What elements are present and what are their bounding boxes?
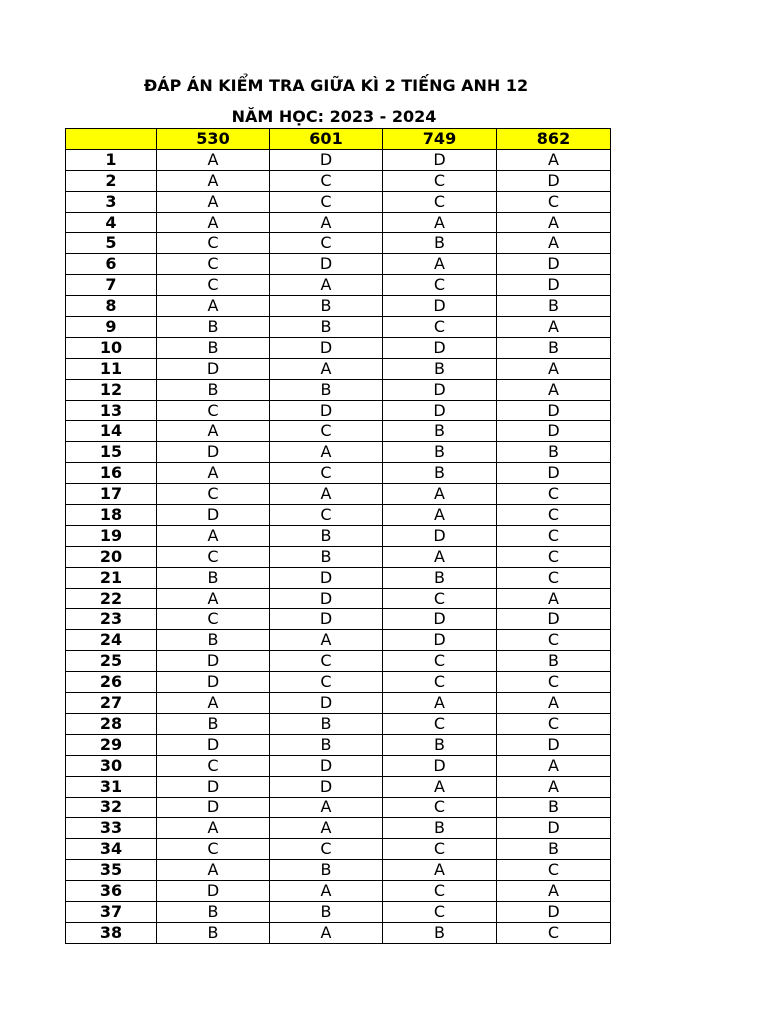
answer-cell: D (497, 818, 611, 839)
question-number-cell: 4 (66, 212, 157, 233)
answer-cell: A (270, 212, 383, 233)
answer-cell: B (270, 296, 383, 317)
answer-cell: A (383, 860, 497, 881)
answer-cell: C (497, 484, 611, 505)
answer-cell: A (497, 776, 611, 797)
answer-cell: A (270, 275, 383, 296)
answer-cell: B (497, 337, 611, 358)
answer-cell: B (383, 818, 497, 839)
answer-cell: A (157, 212, 270, 233)
table-row (66, 337, 611, 358)
answer-cell: A (497, 379, 611, 400)
question-number-cell: 25 (66, 651, 157, 672)
answer-cell: C (383, 651, 497, 672)
answer-cell: C (497, 630, 611, 651)
answer-cell: D (497, 400, 611, 421)
question-number-cell: 26 (66, 672, 157, 693)
table-row (66, 191, 611, 212)
question-number-cell: 30 (66, 755, 157, 776)
answer-key-body (66, 149, 611, 943)
answer-cell: B (497, 797, 611, 818)
answer-cell: D (270, 609, 383, 630)
answer-cell: B (383, 421, 497, 442)
header-cell-exam-code: 862 (497, 129, 611, 150)
answer-cell: A (497, 588, 611, 609)
table-row (66, 442, 611, 463)
answer-key-header (66, 129, 611, 150)
question-number-cell: 38 (66, 922, 157, 943)
answer-cell: A (497, 212, 611, 233)
question-number-cell: 5 (66, 233, 157, 254)
header-cell-exam-code: 601 (270, 129, 383, 150)
answer-cell: B (270, 546, 383, 567)
answer-cell: C (157, 609, 270, 630)
answer-cell: D (383, 379, 497, 400)
answer-cell: C (157, 839, 270, 860)
question-number-cell: 2 (66, 170, 157, 191)
answer-cell: B (157, 713, 270, 734)
question-number-cell: 12 (66, 379, 157, 400)
answer-cell: D (157, 672, 270, 693)
answer-cell: C (270, 505, 383, 526)
answer-cell: D (270, 776, 383, 797)
answer-cell: C (497, 525, 611, 546)
table-row (66, 755, 611, 776)
answer-cell: A (157, 818, 270, 839)
answer-cell: A (383, 484, 497, 505)
answer-cell: D (497, 734, 611, 755)
answer-cell: C (270, 463, 383, 484)
answer-cell: C (497, 546, 611, 567)
answer-cell: B (383, 358, 497, 379)
header-cell-exam-code: 749 (383, 129, 497, 150)
question-number-cell: 33 (66, 818, 157, 839)
question-number-cell: 18 (66, 505, 157, 526)
answer-cell: D (157, 734, 270, 755)
answer-cell: A (497, 233, 611, 254)
answer-cell: C (383, 191, 497, 212)
answer-cell: D (270, 588, 383, 609)
answer-cell: C (497, 860, 611, 881)
answer-cell: B (157, 567, 270, 588)
question-number-cell: 11 (66, 358, 157, 379)
answer-cell: A (157, 191, 270, 212)
answer-cell: C (157, 400, 270, 421)
answer-cell: D (270, 755, 383, 776)
question-number-cell: 32 (66, 797, 157, 818)
table-row (66, 651, 611, 672)
answer-cell: D (497, 421, 611, 442)
answer-cell: D (270, 567, 383, 588)
answer-cell: C (383, 901, 497, 922)
answer-cell: B (383, 734, 497, 755)
answer-cell: A (497, 317, 611, 338)
question-number-cell: 9 (66, 317, 157, 338)
question-number-cell: 28 (66, 713, 157, 734)
question-number-cell: 20 (66, 546, 157, 567)
answer-cell: B (383, 442, 497, 463)
header-cell-question (66, 129, 157, 150)
answer-cell: D (383, 525, 497, 546)
answer-cell: D (270, 337, 383, 358)
answer-cell: C (157, 233, 270, 254)
question-number-cell: 34 (66, 839, 157, 860)
answer-cell: C (157, 546, 270, 567)
table-row (66, 567, 611, 588)
answer-cell: C (270, 170, 383, 191)
answer-cell: B (157, 901, 270, 922)
table-row (66, 505, 611, 526)
answer-cell: C (497, 672, 611, 693)
table-row (66, 296, 611, 317)
answer-cell: C (157, 755, 270, 776)
document-subtitle: NĂM HỌC: 2023 - 2024 (231, 107, 437, 126)
table-row (66, 400, 611, 421)
answer-cell: C (270, 839, 383, 860)
answer-cell: C (383, 881, 497, 902)
answer-cell: C (157, 275, 270, 296)
answer-cell: C (157, 484, 270, 505)
question-number-cell: 31 (66, 776, 157, 797)
answer-cell: A (270, 630, 383, 651)
question-number-cell: 36 (66, 881, 157, 902)
answer-cell: D (497, 170, 611, 191)
answer-cell: C (270, 233, 383, 254)
answer-cell: D (270, 254, 383, 275)
answer-cell: A (157, 421, 270, 442)
answer-cell: D (157, 442, 270, 463)
answer-cell: B (383, 922, 497, 943)
answer-cell: C (270, 191, 383, 212)
table-row (66, 901, 611, 922)
answer-cell: A (383, 505, 497, 526)
answer-cell: C (270, 421, 383, 442)
answer-cell: A (270, 881, 383, 902)
answer-cell: A (157, 149, 270, 170)
table-row (66, 379, 611, 400)
table-row (66, 421, 611, 442)
question-number-cell: 27 (66, 693, 157, 714)
answer-cell: D (157, 651, 270, 672)
answer-cell: D (383, 400, 497, 421)
question-number-cell: 37 (66, 901, 157, 922)
table-row (66, 797, 611, 818)
answer-cell: D (497, 275, 611, 296)
answer-cell: D (497, 254, 611, 275)
question-number-cell: 16 (66, 463, 157, 484)
answer-cell: A (270, 818, 383, 839)
answer-cell: A (157, 525, 270, 546)
answer-cell: A (383, 212, 497, 233)
table-row (66, 922, 611, 943)
answer-cell: B (270, 860, 383, 881)
table-row (66, 317, 611, 338)
table-row (66, 860, 611, 881)
answer-cell: D (383, 630, 497, 651)
table-row (66, 254, 611, 275)
answer-cell: B (270, 901, 383, 922)
answer-cell: C (270, 651, 383, 672)
table-row (66, 588, 611, 609)
answer-cell: C (383, 275, 497, 296)
table-row (66, 713, 611, 734)
table-row (66, 484, 611, 505)
answer-cell: C (383, 839, 497, 860)
question-number-cell: 22 (66, 588, 157, 609)
answer-cell: D (497, 463, 611, 484)
answer-cell: A (157, 296, 270, 317)
answer-cell: A (383, 546, 497, 567)
question-number-cell: 17 (66, 484, 157, 505)
table-row (66, 881, 611, 902)
answer-cell: A (497, 693, 611, 714)
header-cell-exam-code: 530 (157, 129, 270, 150)
table-row (66, 734, 611, 755)
answer-cell: B (383, 567, 497, 588)
table-row (66, 275, 611, 296)
question-number-cell: 35 (66, 860, 157, 881)
question-number-cell: 3 (66, 191, 157, 212)
answer-cell: B (157, 922, 270, 943)
table-row (66, 609, 611, 630)
answer-cell: A (383, 254, 497, 275)
answer-cell: A (270, 797, 383, 818)
answer-cell: D (383, 609, 497, 630)
answer-cell: B (497, 651, 611, 672)
answer-cell: A (270, 484, 383, 505)
answer-cell: D (157, 358, 270, 379)
answer-cell: C (383, 317, 497, 338)
answer-cell: A (157, 463, 270, 484)
answer-cell: D (157, 505, 270, 526)
answer-cell: D (383, 149, 497, 170)
question-number-cell: 23 (66, 609, 157, 630)
answer-cell: B (270, 317, 383, 338)
answer-cell: A (270, 922, 383, 943)
table-row (66, 546, 611, 567)
question-number-cell: 14 (66, 421, 157, 442)
answer-cell: B (270, 379, 383, 400)
answer-cell: A (270, 358, 383, 379)
answer-cell: B (497, 296, 611, 317)
table-row (66, 149, 611, 170)
question-number-cell: 6 (66, 254, 157, 275)
answer-cell: B (497, 839, 611, 860)
answer-cell: D (497, 901, 611, 922)
answer-cell: C (270, 672, 383, 693)
answer-cell: B (383, 463, 497, 484)
answer-cell: A (497, 881, 611, 902)
answer-cell: C (157, 254, 270, 275)
answer-cell: B (270, 734, 383, 755)
table-row (66, 463, 611, 484)
answer-cell: B (157, 317, 270, 338)
table-row (66, 776, 611, 797)
answer-cell: C (497, 713, 611, 734)
answer-cell: B (157, 379, 270, 400)
answer-cell: D (383, 755, 497, 776)
table-row (66, 818, 611, 839)
answer-cell: C (497, 505, 611, 526)
answer-cell: C (497, 567, 611, 588)
answer-cell: B (157, 337, 270, 358)
question-number-cell: 21 (66, 567, 157, 588)
table-row (66, 358, 611, 379)
question-number-cell: 24 (66, 630, 157, 651)
answer-cell: D (157, 776, 270, 797)
answer-cell: B (270, 525, 383, 546)
question-number-cell: 13 (66, 400, 157, 421)
answer-cell: D (383, 337, 497, 358)
table-row (66, 233, 611, 254)
question-number-cell: 1 (66, 149, 157, 170)
answer-cell: C (497, 191, 611, 212)
answer-cell: A (270, 442, 383, 463)
answer-cell: D (157, 881, 270, 902)
question-number-cell: 8 (66, 296, 157, 317)
answer-cell: A (157, 860, 270, 881)
table-row (66, 525, 611, 546)
table-row (66, 212, 611, 233)
question-number-cell: 10 (66, 337, 157, 358)
answer-cell: B (383, 233, 497, 254)
answer-cell: D (270, 400, 383, 421)
question-number-cell: 19 (66, 525, 157, 546)
answer-cell: C (383, 713, 497, 734)
answer-cell: A (497, 149, 611, 170)
answer-cell: C (383, 170, 497, 191)
answer-cell: C (383, 588, 497, 609)
table-row (66, 693, 611, 714)
answer-cell: A (497, 358, 611, 379)
document-title: ĐÁP ÁN KIỂM TRA GIỮA KÌ 2 TIẾNG ANH 12 (143, 76, 529, 95)
answer-cell: C (383, 797, 497, 818)
header-row (66, 129, 611, 150)
table-row (66, 672, 611, 693)
answer-cell: C (383, 672, 497, 693)
answer-cell: D (157, 797, 270, 818)
answer-cell: A (157, 588, 270, 609)
answer-cell: A (383, 776, 497, 797)
answer-key-table (65, 128, 611, 944)
question-number-cell: 29 (66, 734, 157, 755)
answer-cell: D (497, 609, 611, 630)
question-number-cell: 7 (66, 275, 157, 296)
answer-cell: A (157, 170, 270, 191)
answer-cell: A (157, 693, 270, 714)
answer-cell: D (383, 296, 497, 317)
table-row (66, 839, 611, 860)
answer-cell: B (497, 442, 611, 463)
answer-cell: D (270, 149, 383, 170)
answer-cell: A (497, 755, 611, 776)
answer-cell: D (270, 693, 383, 714)
answer-cell: B (157, 630, 270, 651)
table-row (66, 630, 611, 651)
answer-cell: C (497, 922, 611, 943)
answer-cell: A (383, 693, 497, 714)
answer-cell: B (270, 713, 383, 734)
table-row (66, 170, 611, 191)
question-number-cell: 15 (66, 442, 157, 463)
